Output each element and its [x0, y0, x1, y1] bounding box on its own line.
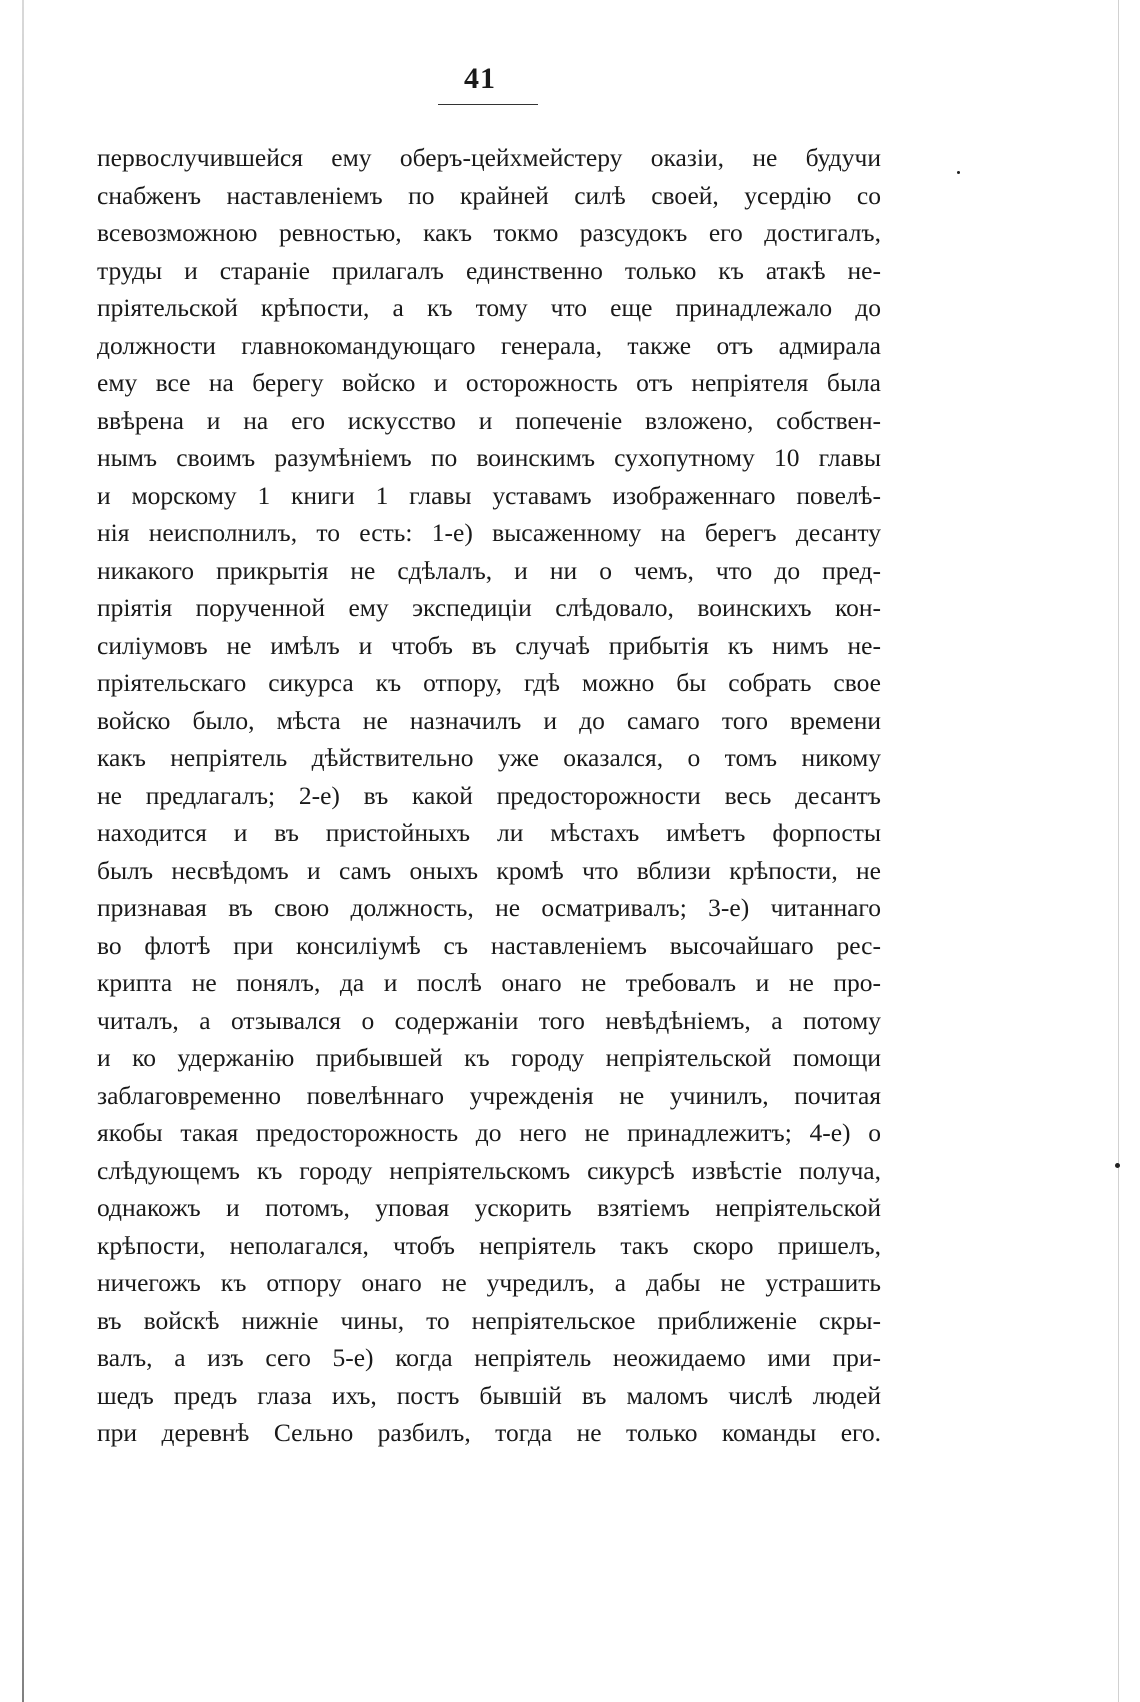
text-line: при деревнѣ Сельно разбилъ, тогда не только команды его.	[97, 1418, 881, 1447]
text-line: слѣдующемъ къ городу непріятельскомъ сикурсѣ извѣстіе получа,	[97, 1155, 881, 1185]
text-line: пріятельской крѣпости, а къ тому что еще принадлежало до	[97, 293, 881, 322]
text-line: труды и стараніе прилагалъ единственно только къ атакѣ не-	[97, 255, 881, 285]
text-line: должности главнокомандующаго генерала, также отъ адмирала	[97, 330, 881, 360]
text-line: ничегожъ къ отпору онаго не учредилъ, а дабы не устрашить	[97, 1268, 881, 1297]
text-line: и морскому 1 книги 1 главы уставамъ изображеннаго повелѣ-	[97, 480, 881, 510]
text-line: нія неисполнилъ, то есть: 1-е) высаженному на берегъ десанту	[97, 518, 881, 547]
text-line: валъ, а изъ сего 5-е) когда непріятель неожидаемо ими при-	[97, 1343, 881, 1372]
text-line: первослучившейся ему оберъ-цейхмейстеру оказіи, не будучи	[97, 143, 881, 172]
text-line: и ко удержанію прибывшей къ городу непріятельской помощи	[97, 1043, 881, 1072]
text-line: ввѣрена и на его искусство и попеченіе взложено, собствен-	[97, 405, 881, 435]
text-line: находится и въ пристойныхъ ли мѣстахъ имѣетъ форпосты	[97, 818, 881, 847]
text-line: заблаговременно повелѣннаго учрежденія не учинилъ, почитая	[97, 1080, 881, 1110]
page-number: 41	[464, 62, 496, 95]
text-line: всевозможною ревностью, какъ токмо разсудокъ его достигалъ,	[97, 218, 881, 247]
text-line: однакожъ и потомъ, уповая ускорить взятіемъ непріятельской	[97, 1193, 881, 1222]
page-number-rule	[438, 104, 538, 105]
text-line: во флотѣ при консиліумѣ съ наставленіемъ высочайшаго рес-	[97, 930, 881, 960]
body-text	[97, 139, 881, 1452]
scan-speck	[957, 171, 960, 174]
scan-speck	[1115, 1163, 1120, 1168]
text-line: войско было, мѣста не назначилъ и до самаго того времени	[97, 705, 881, 735]
text-line: былъ несвѣдомъ и самъ оныхъ кромѣ что вблизи крѣпости, не	[97, 855, 881, 885]
text-line: снабженъ наставленіемъ по крайней силѣ своей, усердію со	[97, 180, 881, 210]
page-edge-right	[1118, 0, 1119, 1702]
text-line: никакого прикрытія не сдѣлалъ, и ни о чемъ, что до пред-	[97, 555, 881, 585]
text-line: нымъ своимъ разумѣніемъ по воинскимъ сухопутному 10 главы	[97, 443, 881, 472]
text-line: пріятельскаго сикурса къ отпору, гдѣ можно бы собрать свое	[97, 668, 881, 697]
text-line: читалъ, а отзывался о содержаніи того невѣдѣніемъ, а потому	[97, 1005, 881, 1035]
text-line: шедъ предъ глаза ихъ, постъ бывшій въ маломъ числѣ людей	[97, 1380, 881, 1410]
text-line: крѣпости, неполагался, чтобъ непріятель такъ скоро пришелъ,	[97, 1230, 881, 1260]
text-line: признавая въ свою должность, не осматривалъ; 3-е) читаннаго	[97, 893, 881, 922]
page-edge-left	[22, 0, 24, 1702]
text-line: въ войскѣ нижніе чины, то непріятельское приближеніе скры-	[97, 1305, 881, 1335]
text-line: не предлагалъ; 2-е) въ какой предосторожности весь десантъ	[97, 780, 881, 810]
text-line: ему все на берегу войско и осторожность отъ непріятеля была	[97, 368, 881, 397]
text-line: какъ непріятель дѣйствительно уже оказался, о томъ никому	[97, 743, 881, 772]
text-line: пріятія порученной ему экспедиціи слѣдовало, воинскихъ кон-	[97, 593, 881, 622]
text-line: якобы такая предосторожность до него не принадлежитъ; 4-е) о	[97, 1118, 881, 1147]
text-line: крипта не понялъ, да и послѣ онаго не требовалъ и не про-	[97, 968, 881, 997]
text-line: силіумовъ не имѣлъ и чтобъ въ случаѣ прибытія къ нимъ не-	[97, 630, 881, 660]
